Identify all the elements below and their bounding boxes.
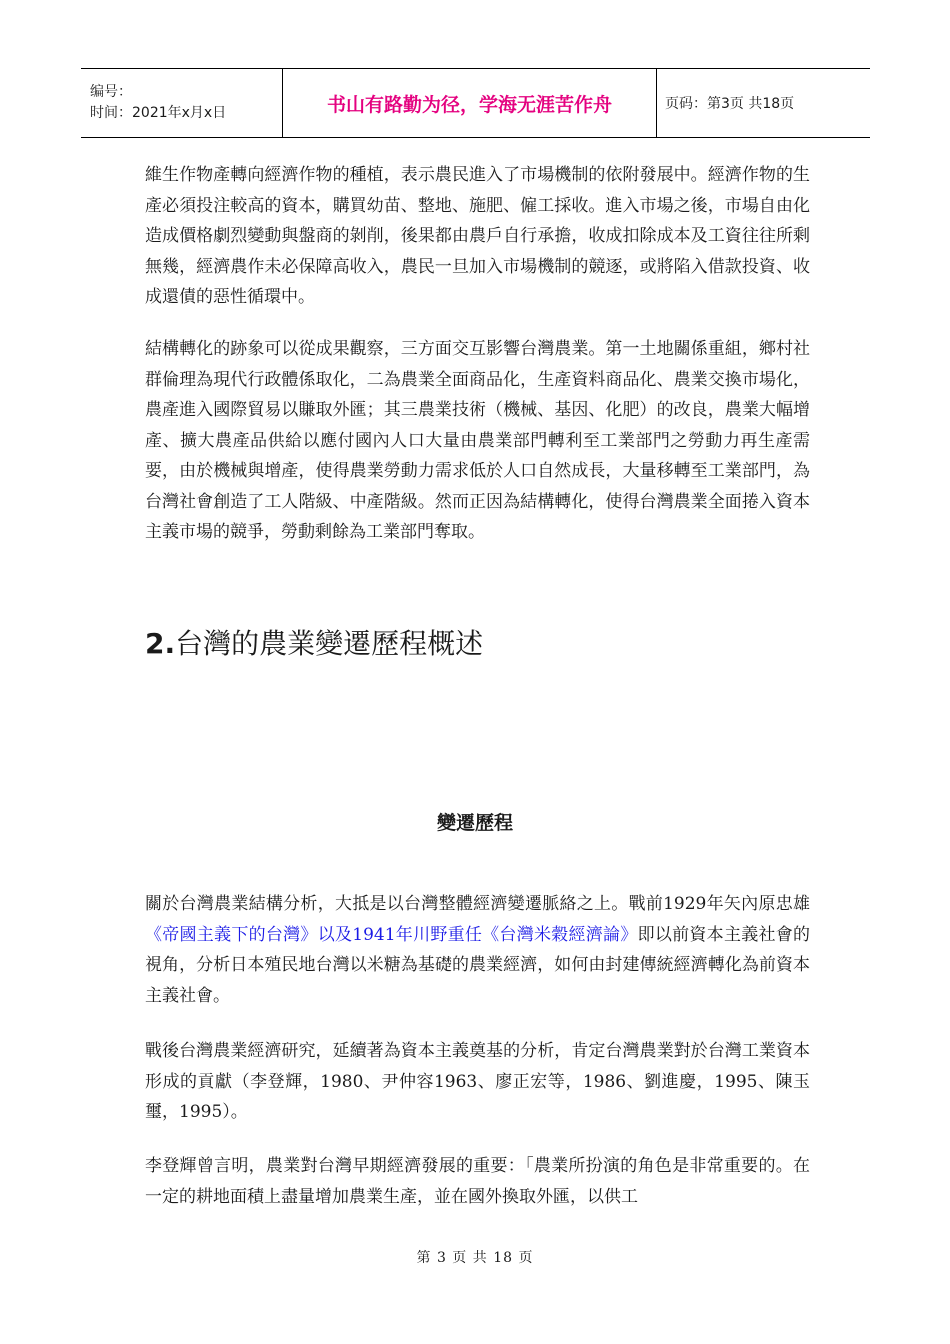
page-header bbox=[81, 68, 870, 138]
book-link-2[interactable]: 1941年川野重任《台灣米穀經濟論》 bbox=[352, 924, 638, 945]
paragraph-text-part: 以及 bbox=[317, 924, 353, 945]
paragraph-text: 李登輝曾言明，農業對台灣早期經濟發展的重要：「農業所扮演的角色是非常重要的。在一定的耕地面積上盡量增加農業生產，並在國外換取外匯，以供工 bbox=[145, 1156, 810, 1207]
paragraph-text-part: 即以前資本主義社會的視角，分析日本殖民地台灣以米糖為基礎的農業經濟，如何由封建傳統經濟轉化為前資本主義社會。 bbox=[145, 924, 811, 1006]
paragraph-text: 結構轉化的跡象可以從成果觀察，三方面交互影響台灣農業。第一土地關係重組，鄉村社群倫理為現代行政體係取化，二為農業全面商品化，生產資料商品化、農業交換市場化，農產進入國際貿易以賺取外匯；其三農業技術（機械、基因、化肥）的改良，農業大幅增產、擴大農產品供給以應付國內人口大量由農業部門轉利至工業部門之勞動力再生產需要，由於機械與增產，使得農業勞動力需求低於人口自然成長，大量移轉至工業部門，為台灣社會創造了工人階級、中產階級。然而正因為結構轉化，使得台灣農業全面捲入資本主義市場的競爭，勞動剩餘為工業部門奪取。 bbox=[145, 339, 810, 542]
paragraph-5 bbox=[145, 1151, 810, 1212]
page-label: 页码：第3页 共18页 bbox=[665, 96, 795, 112]
header-page-info bbox=[657, 69, 870, 137]
number-label: 编号： bbox=[90, 84, 132, 100]
paragraph-3 bbox=[145, 889, 810, 1011]
paragraph-text: 戰後台灣農業經濟研究，延續著為資本主義奠基的分析，肯定台灣農業對於台灣工業資本形成的貢獻（李登輝，1980、尹仲容1963、廖正宏等，1986、劉進慶，1995、陳玉璽，1995）。 bbox=[145, 1041, 810, 1122]
section-title: 台灣的農業變遷歷程概述 bbox=[175, 627, 484, 660]
footer-page-number: 第 3 页 共 18 页 bbox=[416, 1250, 534, 1266]
paragraph-text bbox=[145, 889, 810, 1011]
page-footer bbox=[0, 1247, 950, 1267]
header-meta bbox=[81, 69, 283, 137]
section-heading bbox=[145, 622, 483, 662]
time-label: 时间：2021年x月x日 bbox=[90, 105, 227, 121]
paragraph-1 bbox=[145, 160, 810, 313]
paragraph-4 bbox=[145, 1036, 810, 1128]
paragraph-2 bbox=[145, 334, 810, 548]
section-number: 2. bbox=[145, 627, 176, 660]
paragraph-text: 維生作物產轉向經濟作物的種植，表示農民進入了市場機制的依附發展中。經濟作物的生產必須投注較高的資本，購買幼苗、整地、施肥、僱工採收。進入市場之後，市場自由化造成價格劇烈變動與盤商的剝削，後果都由農戶自行承擔，收成扣除成本及工資往往所剩無幾，經濟農作未必保障高收入，農民一旦加入市場機制的競逐，或將陷入借款投資、收成還債的惡性循環中。 bbox=[145, 165, 810, 307]
motto-text: 书山有路勤为径，学海无涯苦作舟 bbox=[326, 93, 612, 116]
header-motto bbox=[283, 69, 657, 137]
book-link-1[interactable]: 《帝國主義下的台灣》 bbox=[145, 924, 318, 945]
paragraph-text-part: 關於台灣農業結構分析，大抵是以台灣整體經濟變遷脈絡之上。戰前1929年矢內原忠雄 bbox=[145, 894, 810, 914]
subheading: 變遷歷程 bbox=[436, 812, 513, 834]
